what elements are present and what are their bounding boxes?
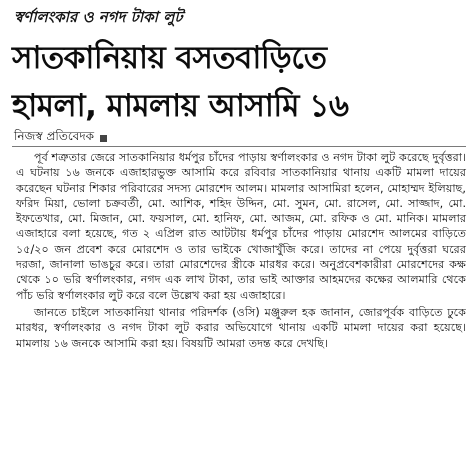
kicker: স্বর্ণালংকার ও নগদ টাকা লুট — [14, 8, 183, 26]
headline-line-2: হামলা, মামলায় আসামি ১৬ — [12, 88, 349, 124]
byline-row — [14, 129, 107, 147]
byline: নিজস্ব প্রতিবেদক — [14, 129, 95, 143]
byline-square-icon — [100, 135, 107, 142]
paragraph-1: পূর্ব শত্রুতার জেরে সাতকানিয়ার ধর্মপুর চাঁদের পাড়ায় স্বর্ণালংকার ও নগদ টাকা লুট করেছে দুর্বৃত্তরা। এ ঘটনায় ১৬ জনকে এজাহারভুক্ত আসামি করে রবিবার সাতকানিয়ার থানায় একটি মামলা দায়ের করেছেন ঘটনার শিকার পরিবারের সদস্য মোরশেদ আলম। মামলার আসামিরা হলেন, মোহাম্মদ ইলিয়াছ, ফরিদ মিয়া, ভোলা চক্রবর্তী, মো. আশিক, শহিদ উদ্দিন, মো. সুমন, মো. রাসেল, মো. সাজ্জাদ, মো. ইফতেখার, মো. মিজান, মো. ফয়সাল, মো. হানিফ, মো. আজম, মো. রফিক ও মো. মানিক। মামলার এজাহারে বলা হয়েছে, গত ২ এপ্রিল রাত আটটায় ধর্মপুর চাঁদের পাড়ায় মোরশেদ আলমের বাড়িতে ১৫/২০ জন প্রবেশ করে মোরশেদ ও তার ভাইকে খোজাখুঁজি করে। তাদের না পেয়ে দুর্বৃত্তরা ঘরের দরজা, জানালা ভাঙচুর করে। তারা মোরশেদের স্ত্রীকে মারধর করে। অনুপ্রবেশকারীরা মোরশেদের কক্ষ থেকে ১০ ভরি স্বর্ণালংকার, নগদ এক লাখ টাকা, তার ভাই আক্তার আহমদের কক্ষের আলমারি থেকে পাঁচ ভরি স্বর্ণালংকার লুট করে বলে উল্লেখ করা হয় এজাহারে। — [16, 151, 466, 302]
headline-line-1: সাতকানিয়ায় বসতবাড়িতে — [12, 40, 327, 76]
divider — [12, 146, 466, 147]
article-body — [16, 150, 466, 351]
paragraph-2: জানতে চাইলে সাতকানিয়া থানার পরিদর্শক (ওসি) মঞ্জুরুল হক জানান, জোরপূর্বক বাড়িতে ঢুকে মারধর, স্বর্ণালংকার ও নগদ টাকা লুট করার অভিযোগে থানায় একটি মামলা দায়ের করা হয়েছে। মামলায় ১৬ জনকে আসামি করা হয়। বিষয়টি আমরা তদন্ত করে দেখছি। — [16, 305, 466, 350]
